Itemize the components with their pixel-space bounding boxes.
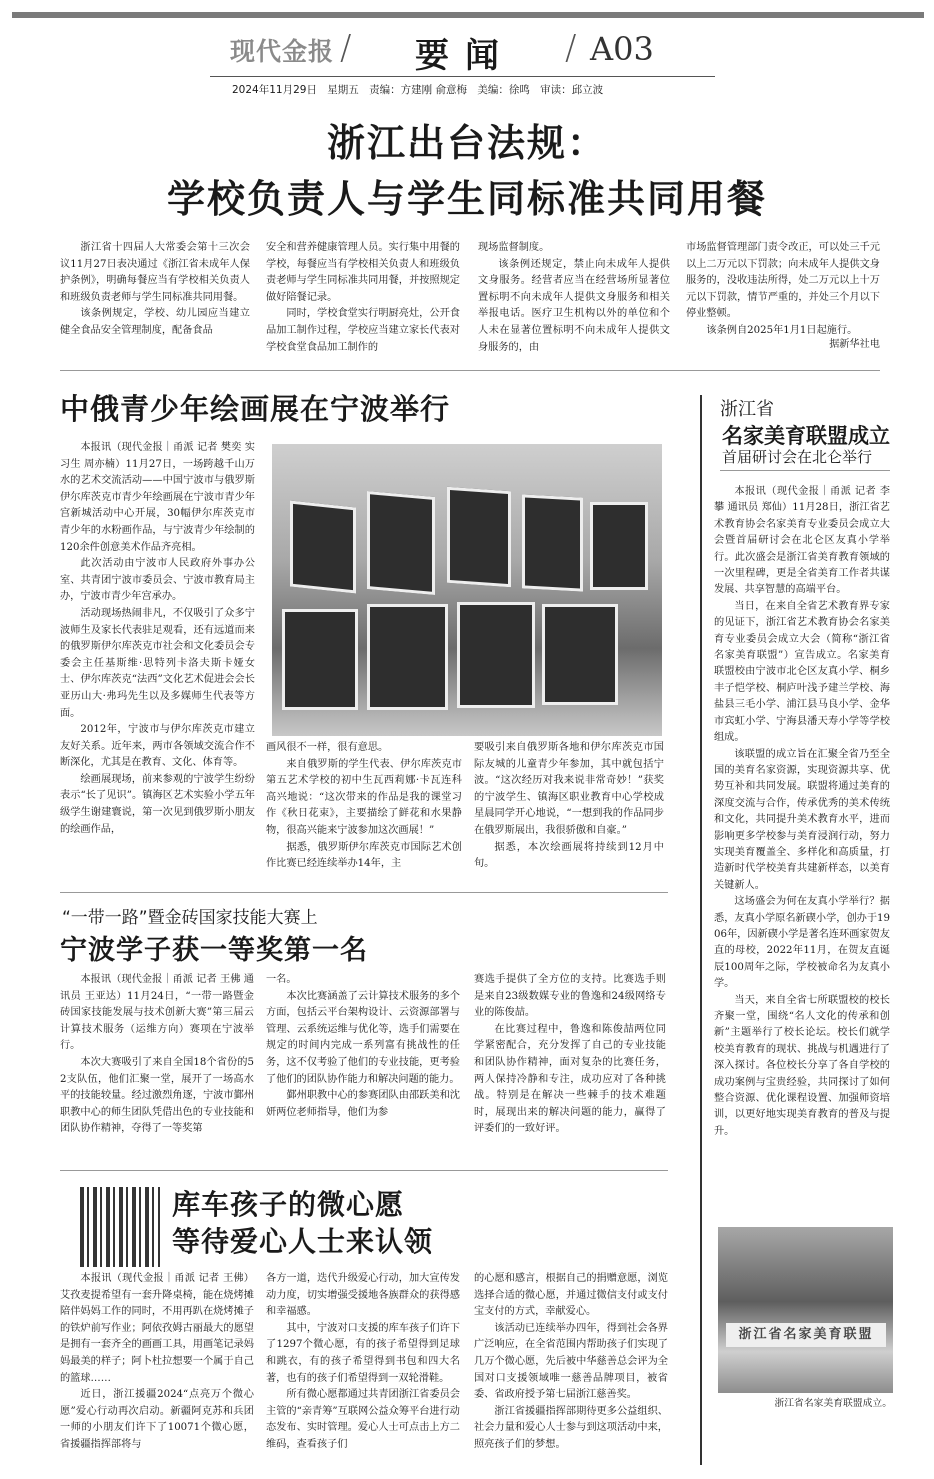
masthead-divider: / [340, 28, 352, 68]
qr-code[interactable] [80, 1187, 160, 1267]
paragraph: 浙江省十四届人大常委会第十三次会议11月27日表决通过《浙江省未成年人保护条例》，明确每餐应当有学校相关负责人和班级负责老师与学生同标准共同用餐。 [60, 242, 250, 303]
paragraph: 当日，在来自全省艺术教育界专家的见证下，浙江省艺术教育协会名家美育专业委员会成立大会（简称“浙江省名家美育联盟”）宣告成立。名家美育联盟校由宁波市北仑区友真小学、桐乡丰子恺学校、桐庐叶浅予建兰学校、海盐县三毛小学、浦江县马良小学、金华市宾虹小学、宁海县潘天寿小学等学校组成。 [714, 600, 890, 744]
paragraph: 该条例规定，学校、幼儿园应当建立健全食品安全管理制度，配备食品 [60, 308, 250, 336]
kuche-column-1 [60, 1271, 254, 1454]
paragraph: 同时，学校食堂实行明厨亮灶，公开食品加工制作过程，学校应当建立家长代表对学校食堂食品加工制作的 [266, 308, 460, 353]
sidebar-title-rule [720, 470, 890, 471]
paragraph: 这场盛会为何在友真小学举行？据悉，友真小学原名新碶小学，创办于1906年，因新碶小学是著名连环画家贺友直的母校，2022年11月，在贺友直诞辰100周年之际，学校被命名为友真小学。 [714, 896, 890, 990]
sidebar-body [714, 484, 890, 1140]
paragraph: 本报讯（现代金报｜甬派 记者 樊奕 实习生 周亦楠）11月27日，一场跨越千山万水的艺术交流活动——中国宁波市与俄罗斯伊尔库茨克市青少年绘画展在宁波市青少年宫新城活动中心开展，30幅伊尔库茨克市青少年的水粉画作品，与宁波青少年绘制的120余件创意美术作品齐亮相。 [60, 442, 255, 553]
proofreader: 审读：邱立波 [540, 84, 604, 96]
paragraph: 的心愿和感言，根据自己的捐赠意愿，浏览选择合适的微心愿，并通过微信支付或支付宝支付的方式，幸献爱心。 [474, 1273, 668, 1318]
art-column-2 [266, 740, 462, 873]
skills-headline: 宁波学子获一等奖第一名 [60, 935, 368, 966]
paragraph: 本报讯（现代金报｜甬派 记者 王佛 通讯员 王亚达）11月24日，“一带一路暨金砖国家技能发展与技术创新大赛”第三届云计算技术服务（运维方向）赛项在宁波举行。 [60, 974, 254, 1052]
paragraph: 要吸引来自俄罗斯各地和伊尔库茨克市国际友城的儿童青少年参加，其中就包括宁波。“这次经历对我来说非常奇妙！”获奖的宁波学生、镇海区职业教育中心学校成星晨同学开心地说，“一想到我的作品同步在俄罗斯展出，我很骄傲和自豪。” [474, 742, 664, 836]
art-column-1 [60, 440, 255, 838]
designer: 美编：徐鸣 [477, 84, 530, 96]
lead-column-4 [686, 240, 880, 340]
paragraph: 所有微心愿都通过共青团浙江省委员会主管的“亲青筹”互联网公益众筹平台进行动态发布、实时管理。爱心人士可点击上方二维码，查看孩子们 [266, 1389, 460, 1450]
paragraph: 该联盟的成立旨在汇聚全省乃至全国的美育名家资源，实现资源共享、优势互补和共同发展。联盟将通过美育的深度交流与合作，传承优秀的美术传统和文化，共同提升美术教育水平，进而影响更多学校参与美育浸润行动，努力实现美育覆盖全、多样化和高质量，打造新时代学校美育共建新样态，以美育关键新人。 [714, 748, 890, 891]
paragraph: 画风很不一样，很有意思。 [266, 742, 389, 753]
sidebar-headline: 名家美育联盟成立 [722, 424, 890, 448]
paragraph: 活动现场热闹非凡，不仅吸引了众多宁波师生及家长代表驻足观看，还有远道而来的俄罗斯伊尔库茨克市社会和文化委员会专委会主任基斯维·思特列卡洛夫斯卡娅女士、伊尔库茨克“法西”文化艺术促进会会长亚历山大·弗玛先生以及多媒师生代表等方面。 [60, 607, 255, 719]
paragraph: 该条例自2025年1月1日起施行。 [706, 324, 858, 336]
page-number: A03 [590, 30, 654, 68]
paragraph: 2012年，宁波市与伊尔库茨克市建立友好关系。近年来，两市各领域交流合作不断深化，尤其是在教育、文化、体育等。 [60, 724, 255, 769]
paragraph: 据悉，本次绘画展将持续到12月中旬。 [474, 841, 664, 870]
dateline [232, 82, 712, 97]
kuche-column-2 [266, 1271, 460, 1454]
editors: 责编：方建刚 俞意梅 [369, 84, 467, 96]
lead-headline-1: 浙江出台法规： [326, 121, 607, 165]
paragraph: 本报讯（现代金报｜甬派 记者 王佛）艾孜麦提希望有一套升降桌椅，能在烧烤摊陪伴妈妈工作的同时，不用再趴在烧烤摊子的铁炉前写作业；阿依孜姆古丽最大的愿望是拥有一套齐全的画画工具，用画笔记录妈妈最美的样子；阿卜杜拉想要一个属于自己的篮球…… [60, 1273, 254, 1384]
issue-date: 2024年11月29日 [232, 84, 317, 96]
paragraph: 一名。 [266, 974, 297, 985]
paragraph: 当天，来自全省七所联盟校的校长齐聚一堂，围绕“名人文化的传承和创新”主题举行了校长论坛。校长们就学校美育教育的现状、挑战与机遇进行了深入探讨。各位校长分享了各自学校的成功案例与宝贵经验，共同探讨了如何整合资源、优化课程设置、加强师资培训，以更好地实现美育教育的普及与提升。 [714, 994, 890, 1137]
kuche-column-3 [474, 1271, 668, 1454]
skills-column-2 [266, 972, 460, 1121]
paragraph: 现场监督制度。 [478, 242, 550, 253]
paragraph: 安全和营养健康管理人员。实行集中用餐的学校，每餐应当有学校相关负责人和班级负责老师与学生同标准共同用餐，并按照规定做好陪餐记录。 [266, 242, 460, 303]
sidebar-subtitle: 首届研讨会在北仑举行 [722, 448, 873, 466]
kuche-headline-2: 等待爱心人士来认领 [172, 1225, 434, 1258]
paragraph: 近日，浙江援疆2024“点亮万个微心愿”爱心行动再次启动。新疆阿克苏和兵团一师的小朋友们许下了10071个微心愿，省援疆指挥部将与 [60, 1389, 254, 1450]
skills-column-1 [60, 972, 254, 1138]
art-headline: 中俄青少年绘画展在宁波举行 [60, 392, 451, 426]
art-column-3 [474, 740, 664, 873]
paragraph: 本报讯（现代金报｜甬派 记者 李攀 通讯员 郑仙）11月28日，浙江省艺术教育协会名家美育专业委员会成立大会暨首届研讨会在北仑区友真小学举行。此次盛会是浙江省美育教育领域的一次里程碑，更是全省美育工作者共谋发展、共享智慧的高端平台。 [714, 486, 890, 596]
lead-column-1 [60, 240, 250, 340]
paragraph: 据悉，俄罗斯伊尔库茨克市国际艺术创作比赛已经连续举办14年，主 [266, 841, 462, 870]
alliance-photo [718, 1227, 893, 1393]
paragraph: 该活动已连续举办四年，得到社会各界广泛响应，在全省范围内帮助孩子们实现了几万个微心愿，先后被中华慈善总会评为全国对口支援领域唯一慈善品牌项目，被省委、省政府授予第七届浙江慈善奖。 [474, 1322, 668, 1401]
newspaper-logo: 现代金报 [230, 37, 335, 66]
paragraph: 绘画展现场，前来参观的宁波学生纷纷表示“长了见识”。镇海区艺术实验小学五年级学生谢建寰说，第一次见到俄罗斯小朋友的绘画作品， [60, 773, 255, 835]
paragraph: 来自俄罗斯的学生代表、伊尔库茨克市第五艺术学校的初中生瓦西莉娜·卡瓦连科高兴地说：“这次带来的作品是我的课堂习作《秋日花束》，主要描绘了鲜花和水果静物，很高兴能来宁波参加这次画展！” [266, 758, 462, 836]
masthead [200, 30, 720, 74]
paragraph: 在比赛过程中，鲁逸和陈俊喆两位同学紧密配合，充分发挥了自己的专业技能和团队协作精神，面对复杂的比赛任务，两人保持冷静和专注，成功应对了各种挑战。特别是在解决一些棘手的技术难题时，展现出来的解决问题的能力，赢得了评委们的一致好评。 [474, 1023, 666, 1135]
weekday: 星期五 [327, 84, 359, 96]
masthead-divider: / [565, 28, 577, 68]
paragraph: 赛选手提供了全方位的支持。比赛选手则是来自23级数媒专业的鲁逸和24级网络专业的陈俊喆。 [474, 974, 666, 1019]
sidebar-rule [700, 395, 702, 1465]
paragraph: 市场监督管理部门责令改正，可以处三千元以上二万元以下罚款；向未成年人提供文身服务的，没收违法所得，处二万元以上十万元以下罚款，情节严重的，并处三个月以下停业整顿。 [686, 242, 880, 320]
lead-credit: 据新华社电 [829, 339, 880, 350]
paragraph: 浙江省援疆指挥部期待更多公益组织、社会力量和爱心人士参与到这项活动中来，照亮孩子们的梦想。 [474, 1405, 668, 1450]
paragraph: 各方一道，迭代升级爱心行动，加大宣传发动力度，切实增强受援地各族群众的获得感和幸福感。 [266, 1273, 460, 1318]
exhibition-photo [272, 444, 662, 736]
paragraph: 该条例还规定，禁止向未成年人提供文身服务。经营者应当在经营场所显著位置标明不向未成年人提供文身服务和相关举报电话。医疗卫生机构以外的单位和个人未在显著位置标明不向未成年人提供文身服务的，由 [478, 258, 670, 353]
section-divider [60, 370, 880, 371]
lead-column-3 [478, 240, 670, 356]
section-divider [60, 892, 668, 893]
photo-caption: 浙江省名家美育联盟成立。 [774, 1398, 892, 1409]
section-divider [60, 1170, 668, 1171]
paragraph: 本次大赛吸引了来自全国18个省份的52支队伍，他们汇聚一堂，展开了一场高水平的技能较量。经过激烈角逐，宁波市鄞州职教中心的师生团队凭借出色的专业技能和团队协作精神，夺得了一等奖第 [60, 1056, 254, 1135]
paragraph: 此次活动由宁波市人民政府外事办公室、共青团宁波市委员会、宁波市教育局主办，宁波市青少年宫承办。 [60, 558, 255, 603]
paragraph: 鄞州职教中心的参赛团队由邵跃美和沈妍两位老师指导，他们为参 [266, 1090, 460, 1118]
paragraph: 其中，宁波对口支援的库车孩子们许下了1297个微心愿，有的孩子希望得到足球和跳衣，有的孩子希望得到书包和四大名著，也有的孩子们希望得到一双轮滑鞋。 [266, 1322, 460, 1384]
top-rule [12, 12, 924, 18]
skills-column-3 [474, 972, 666, 1138]
paragraph: 本次比赛涵盖了云计算技术服务的多个方面，包括云平台架构设计、云资源部署与管理、云系统运维与优化等，选手们需要在规定的时间内完成一系列富有挑战性的任务，这不仅考验了他们的专业技能，更考验了他们的团队协作能力和解决问题的能力。 [266, 990, 460, 1085]
lead-headline-2: 学校负责人与学生同标准共同用餐 [166, 177, 767, 221]
photo-banner-text: 浙江省名家美育联盟 [726, 1323, 886, 1347]
section-name: 要闻 [415, 36, 515, 76]
lead-column-2 [266, 240, 460, 356]
masthead-rule [210, 76, 715, 77]
kuche-headline-1: 库车孩子的微心愿 [172, 1188, 405, 1221]
sidebar-kicker: 浙江省 [720, 399, 774, 420]
skills-kicker: “一带一路”暨金砖国家技能大赛上 [62, 908, 318, 928]
